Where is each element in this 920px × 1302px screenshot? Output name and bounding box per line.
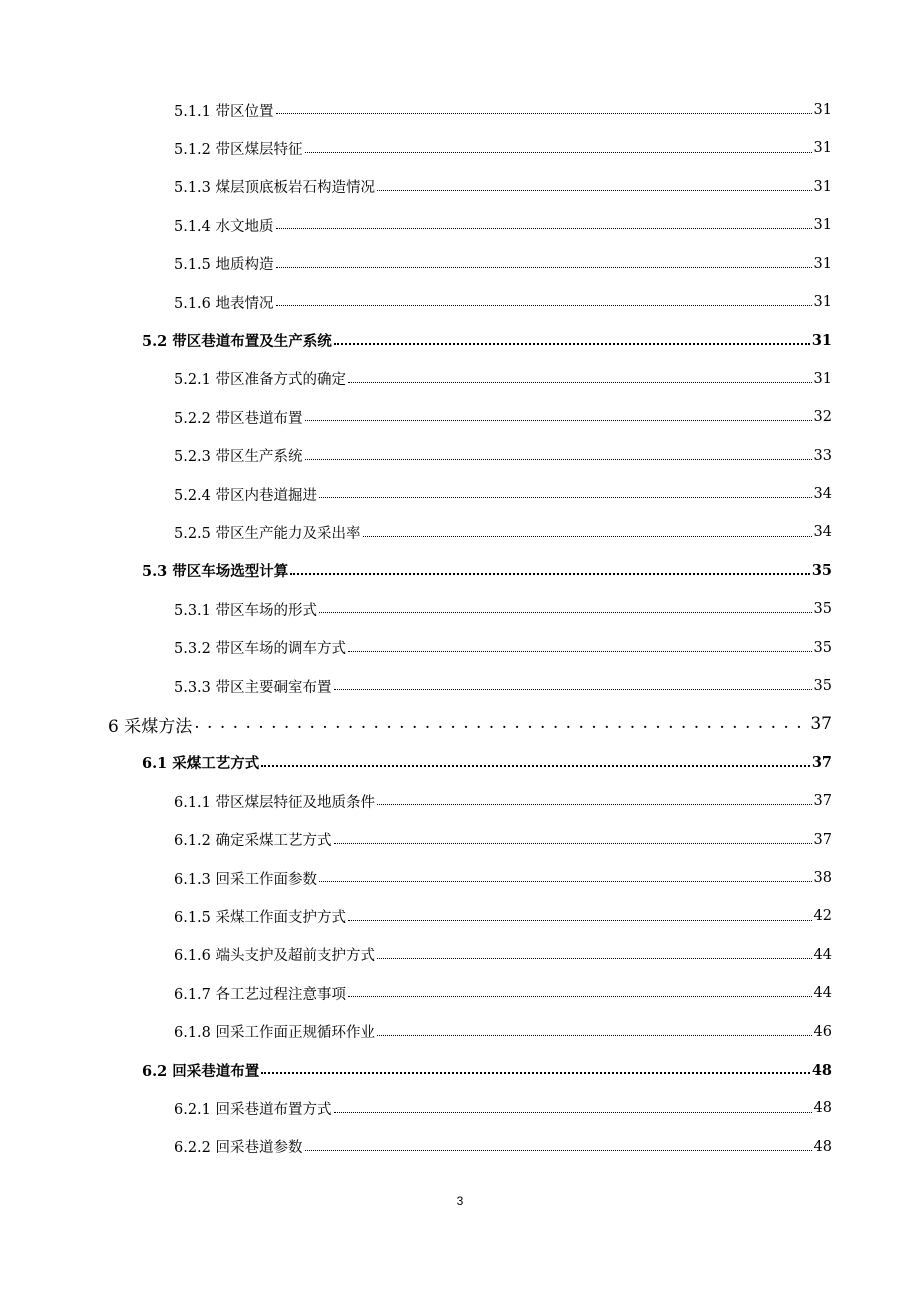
toc-entry-title: 5.1.5 地质构造 [174, 257, 274, 274]
toc-entry-title: 5.1.4 水文地质 [174, 218, 274, 235]
toc-entry-page: 35 [813, 639, 832, 656]
toc-entry-title: 6.1.8 回采工作面正规循环作业 [174, 1025, 376, 1042]
toc-entry[interactable] [174, 821, 832, 859]
toc-entry-title: 6.2 回采巷道布置 [142, 1062, 260, 1080]
toc-entry-page: 31 [811, 331, 832, 349]
toc-entry-page: 34 [813, 486, 832, 502]
dot-leader [319, 487, 812, 502]
toc-entry-title: 5.2.3 带区生产系统 [174, 449, 303, 466]
toc-entry-page: 44 [813, 985, 832, 1002]
toc-entry-page: 35 [811, 562, 832, 580]
toc-entry-page: 33 [813, 447, 832, 464]
toc-entry[interactable] [174, 513, 832, 551]
dot-leader [276, 295, 812, 310]
toc-entry[interactable] [174, 936, 832, 974]
dot-leader [348, 372, 812, 387]
dot-leader [276, 103, 812, 118]
dot-leader [261, 1063, 810, 1078]
toc-entry-title: 5.1.1 带区位置 [174, 103, 274, 120]
dot-leader [377, 180, 812, 195]
dot-leader [305, 448, 812, 463]
toc-entry[interactable] [174, 667, 832, 705]
dot-leader [377, 794, 812, 809]
toc-entry-page: 35 [813, 678, 832, 694]
toc-entry[interactable] [174, 437, 832, 475]
toc-entry-title: 5.2.1 带区准备方式的确定 [174, 372, 347, 389]
toc-entry-title: 6.1.6 端头支护及超前支护方式 [174, 948, 376, 965]
dot-leader [377, 1024, 812, 1039]
toc-entry-title: 5.3.1 带区车场的形式 [174, 602, 318, 619]
dot-leader [334, 1101, 812, 1116]
toc-entry-title: 5.3 带区车场选型计算 [142, 563, 289, 581]
dot-leader [319, 602, 812, 617]
toc-entry[interactable] [174, 283, 832, 321]
toc-entry-page: 48 [813, 1138, 832, 1155]
toc-entry-title: 5.2.5 带区生产能力及采出率 [174, 525, 361, 542]
toc-entry[interactable] [142, 1051, 832, 1089]
toc-entry-page: 31 [813, 178, 832, 195]
toc-entry-title: 6.1.5 采煤工作面支护方式 [174, 909, 347, 926]
toc-entry-title: 6.1.2 确定采煤工艺方式 [174, 833, 332, 850]
toc-entry[interactable] [174, 91, 832, 129]
toc-entry[interactable] [174, 168, 832, 206]
toc-entry[interactable] [174, 590, 832, 628]
dot-leader [290, 564, 810, 579]
toc-entry-title: 5.2.2 带区巷道布置 [174, 410, 303, 427]
toc-entry[interactable] [174, 782, 832, 820]
toc-entry[interactable] [174, 129, 832, 167]
dot-leader [334, 832, 812, 847]
toc-entry-page: 42 [813, 908, 832, 925]
dot-leader [305, 141, 812, 156]
dot-leader [305, 1140, 812, 1155]
toc-entry[interactable] [174, 974, 832, 1012]
toc-entry-page: 35 [813, 601, 832, 618]
page-number: 3 [456, 1194, 464, 1208]
dot-leader [348, 909, 812, 924]
toc-entry-title: 6.1.3 回采工作面参数 [174, 871, 318, 888]
toc-entry[interactable] [142, 321, 832, 359]
toc-entry-title: 6.1 采煤工艺方式 [142, 755, 260, 773]
toc-entry[interactable] [174, 1089, 832, 1127]
toc-entry-page: 38 [813, 870, 832, 886]
toc-entry-title: 5.2 带区巷道布置及生产系统 [142, 332, 332, 350]
toc-entry-page: 34 [813, 524, 832, 541]
dot-leader [334, 333, 810, 348]
toc-entry[interactable] [142, 744, 832, 782]
toc-entry-page: 31 [813, 370, 832, 387]
toc-entry[interactable] [142, 552, 832, 590]
toc-entry-title: 5.1.3 煤层顶底板岩石构造情况 [174, 180, 376, 197]
toc-entry-title: 6.1.7 各工艺过程注意事项 [174, 986, 347, 1003]
toc-entry-page: 32 [813, 409, 832, 426]
toc-entry[interactable] [174, 1013, 832, 1051]
toc-entry-page: 31 [813, 294, 832, 310]
toc-entry[interactable] [174, 360, 832, 398]
toc-entry-page: 37 [810, 714, 832, 735]
toc-entry-title: 6.1.1 带区煤层特征及地质条件 [174, 794, 376, 811]
dot-leader [334, 679, 812, 694]
toc-entry-title: 6 采煤方法 [108, 716, 193, 737]
toc-entry[interactable] [174, 897, 832, 935]
toc-entry[interactable] [174, 245, 832, 283]
toc-entry-page: 31 [813, 102, 832, 118]
toc-entry[interactable] [174, 475, 832, 513]
toc-entry-page: 46 [813, 1023, 832, 1040]
dot-leader [377, 948, 812, 963]
toc-entry-page: 37 [811, 754, 832, 772]
toc-entry-page: 48 [813, 1100, 832, 1117]
toc-entry-page: 37 [813, 793, 832, 810]
dot-leader [305, 410, 812, 425]
toc-entry-title: 5.2.4 带区内巷道掘进 [174, 487, 318, 504]
toc-entry[interactable] [174, 859, 832, 897]
toc-entry-page: 48 [811, 1061, 832, 1079]
toc-entry-page: 31 [813, 217, 832, 234]
toc-entry[interactable] [174, 1128, 832, 1166]
toc-entry-title: 5.3.3 带区主要硐室布置 [174, 679, 332, 696]
toc-entry-page: 31 [813, 255, 832, 272]
toc-entry-page: 37 [813, 831, 832, 848]
toc-entry[interactable] [174, 398, 832, 436]
toc-entry-title: 5.1.6 地表情况 [174, 295, 274, 312]
toc-entry-page: 31 [813, 140, 832, 157]
toc-entry-title: 6.2.1 回采巷道布置方式 [174, 1101, 332, 1118]
toc-entry-title: 5.1.2 带区煤层特征 [174, 141, 303, 158]
dot-leader [194, 716, 808, 733]
dot-leader [276, 218, 812, 233]
dot-leader [348, 986, 812, 1001]
dot-leader [276, 256, 812, 271]
dot-leader [319, 871, 812, 886]
toc-entry[interactable] [174, 629, 832, 667]
toc-entry[interactable] [108, 705, 832, 743]
dot-leader [261, 756, 810, 771]
toc-entry-title: 6.2.2 回采巷道参数 [174, 1140, 303, 1157]
toc-entry[interactable] [174, 206, 832, 244]
dot-leader [363, 525, 812, 540]
toc-entry-title: 5.3.2 带区车场的调车方式 [174, 641, 347, 658]
dot-leader [348, 640, 812, 655]
toc-entry-page: 44 [813, 946, 832, 963]
